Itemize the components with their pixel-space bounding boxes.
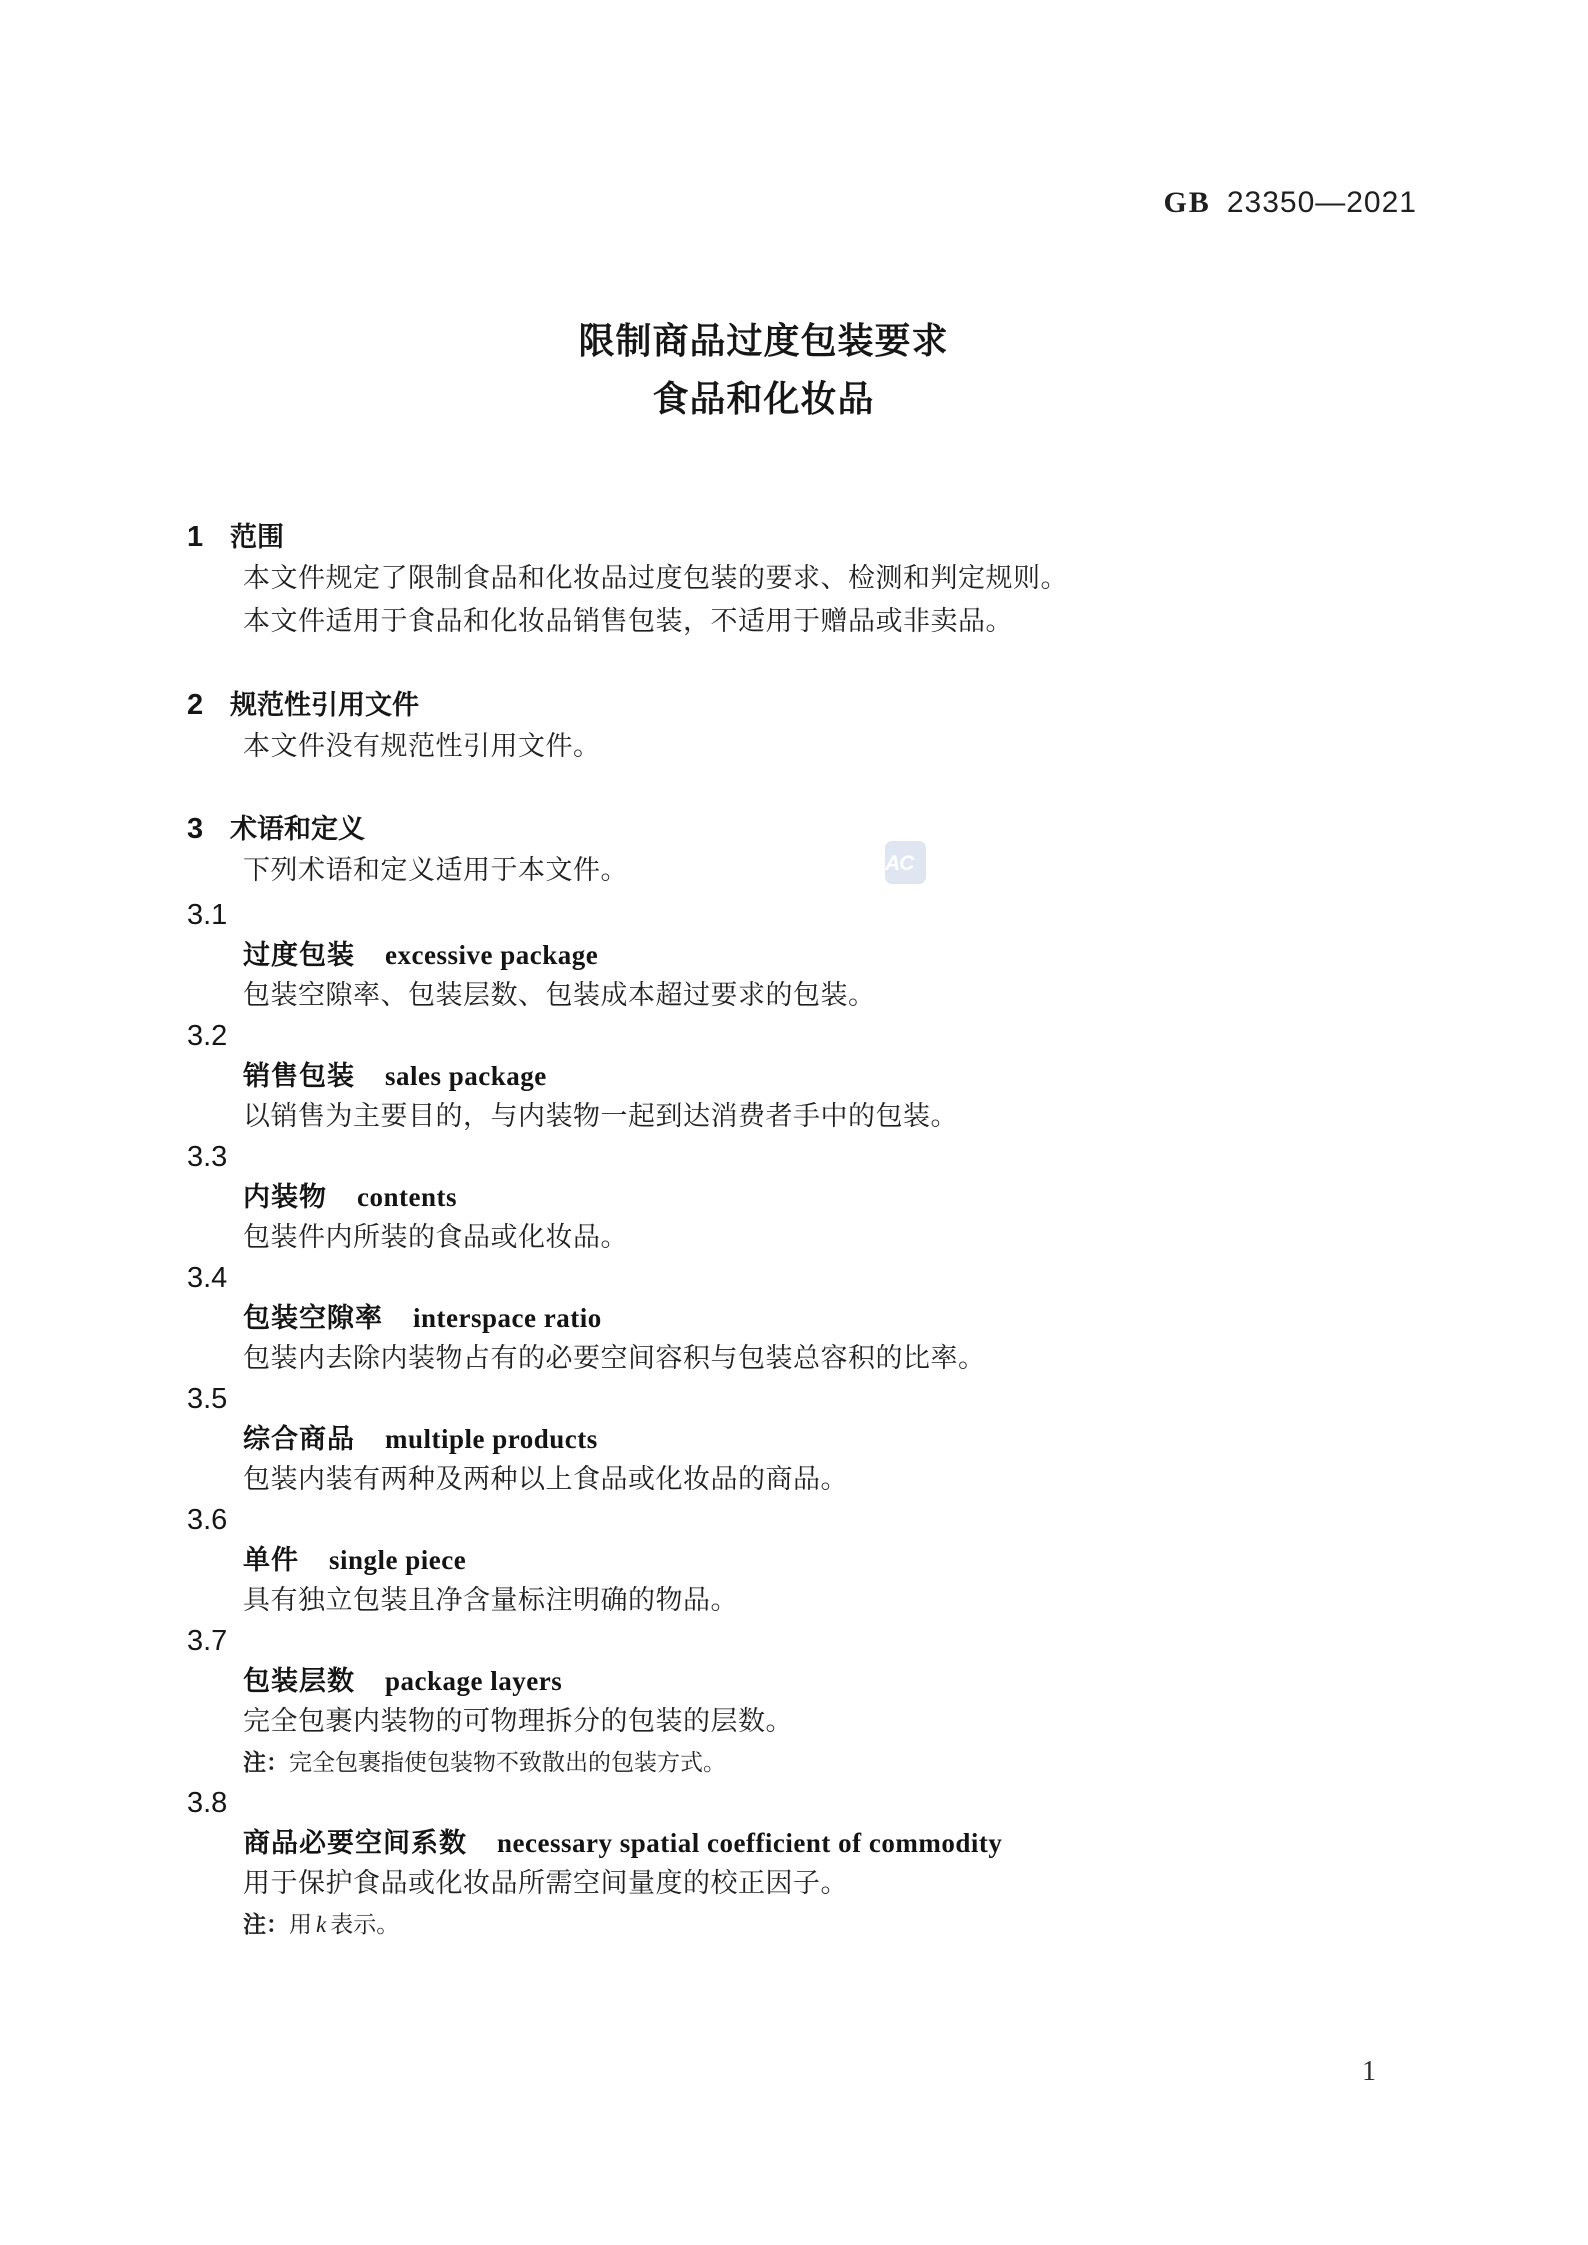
term-title [187,935,1340,975]
terms-list [187,895,1340,1945]
content-column [187,0,1340,1945]
note-label: 注： [243,1749,289,1775]
term-entry [187,1379,1340,1500]
term-definition: 完全包裹内装物的可物理拆分的包装的层数。 [243,1706,793,1736]
section-title: 范围 [230,522,284,552]
term-entry [187,1621,1340,1783]
section-heading-scope [187,517,1340,557]
term-definition: 包装空隙率、包装层数、包装成本超过要求的包装。 [243,980,876,1010]
note-text: 完全包裹指使包装物不致散出的包装方式。 [289,1750,726,1775]
term-number: 3.4 [187,1262,228,1294]
paragraph: 下列术语和定义适用于本文件。 [243,855,628,885]
term-definition: 包装内装有两种及两种以上食品或化妆品的商品。 [243,1464,848,1494]
term-definition: 具有独立包装且净含量标注明确的物品。 [243,1585,738,1615]
term-chinese: 单件 [243,1545,299,1575]
document-title-line1: 限制商品过度包装要求 [578,320,949,361]
term-chinese: 内装物 [243,1182,327,1212]
term-chinese: 综合商品 [243,1424,355,1454]
symbol-k: k [316,1912,327,1937]
standard-code-number: 23350—2021 [1226,186,1417,219]
document-title-line2: 食品和化妆品 [652,378,875,419]
term-number: 3.3 [187,1141,228,1173]
sac-watermark-text: SAC [872,852,914,875]
note-label: 注： [243,1911,289,1937]
term-english: excessive package [385,940,599,970]
term-english: package layers [385,1666,563,1696]
section-title: 规范性引用文件 [230,690,419,720]
term-english: contents [357,1182,457,1212]
section-number: 1 [187,521,204,553]
term-definition: 以销售为主要目的，与内装物一起到达消费者手中的包装。 [243,1101,958,1131]
term-number: 3.8 [187,1787,228,1819]
term-entry [187,1783,1340,1945]
term-english: necessary spatial coefficient of commodity [497,1828,1003,1858]
note-text-suffix: 表示。 [330,1912,400,1937]
term-chinese: 商品必要空间系数 [243,1828,467,1858]
term-definition: 用于保护食品或化妆品所需空间量度的校正因子。 [243,1868,848,1898]
term-english: multiple products [385,1424,598,1454]
term-note [187,1904,1340,1945]
term-entry [187,1137,1340,1258]
term-chinese: 过度包装 [243,940,355,970]
term-chinese: 包装空隙率 [243,1303,383,1333]
term-entry [187,1500,1340,1621]
term-title [187,1419,1340,1459]
section-title: 术语和定义 [230,814,365,844]
term-entry [187,1016,1340,1137]
term-chinese: 销售包装 [243,1061,355,1091]
term-definition: 包装内去除内装物占有的必要空间容积与包装总容积的比率。 [243,1343,986,1373]
term-number: 3.1 [187,899,228,931]
term-english: single piece [329,1545,467,1575]
section-number: 2 [187,689,204,721]
term-definition: 包装件内所装的食品或化妆品。 [243,1222,628,1252]
term-title [187,1540,1340,1580]
term-title [187,1298,1340,1338]
page-number: 1 [1362,2056,1376,2087]
term-english: interspace ratio [413,1303,602,1333]
standard-code-prefix: GB [1163,186,1211,219]
section-number: 3 [187,813,204,845]
term-number: 3.6 [187,1504,228,1536]
paragraph: 本文件规定了限制食品和化妆品过度包装的要求、检测和判定规则。 [243,563,1068,593]
term-number: 3.2 [187,1020,228,1052]
term-entry [187,895,1340,1016]
section-heading-normative-references [187,685,1340,725]
section-heading-terms-definitions [187,809,1340,849]
term-number: 3.7 [187,1625,228,1657]
term-title [187,1056,1340,1096]
term-number: 3.5 [187,1383,228,1415]
sac-watermark-logo [872,841,926,884]
term-entry [187,1258,1340,1379]
note-text-prefix: 用 [289,1912,312,1937]
paragraph: 本文件没有规范性引用文件。 [243,731,601,761]
term-title [187,1661,1340,1701]
term-title [187,1823,1340,1863]
term-note [187,1742,1340,1783]
paragraph: 本文件适用于食品和化妆品销售包装，不适用于赠品或非卖品。 [243,606,1013,636]
term-title [187,1177,1340,1217]
term-chinese: 包装层数 [243,1666,355,1696]
term-english: sales package [385,1061,547,1091]
